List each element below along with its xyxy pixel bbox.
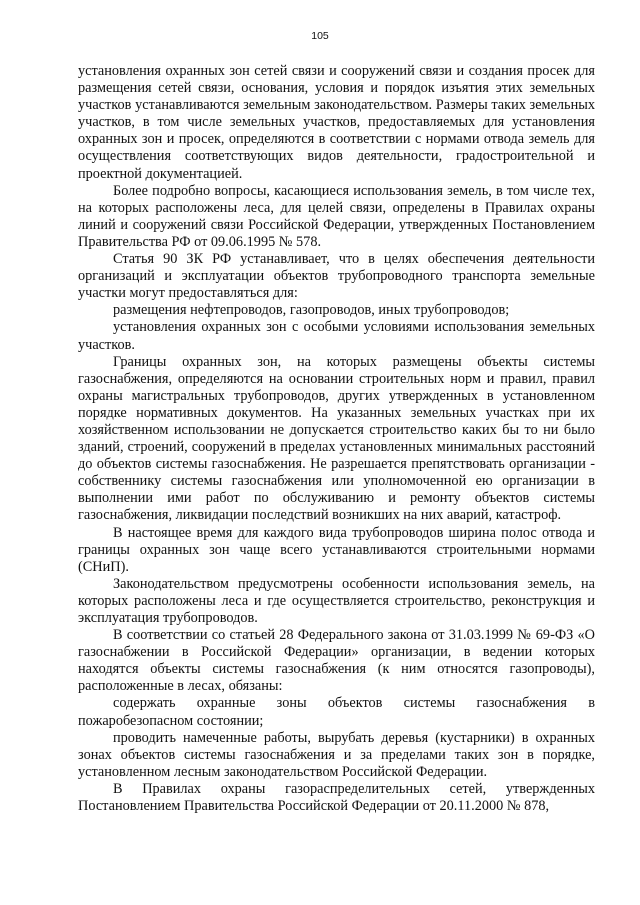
paragraph: Законодательством предусмотрены особенности использования земель, на которых расположены леса и где осуществляется строительство, реконструкция и эксплуатация трубопроводов. [78, 575, 595, 626]
paragraph: Границы охранных зон, на которых размещены объекты системы газоснабжения, определяются на основании строительных норм и правил, правил охраны магистральных трубопроводов, других утвержденных в установленном порядке нормативных документов. На указанных земельных участках при их хозяйственном использовании не допускается строительство каких бы то ни было зданий, строений, сооружений в пределах установленных минимальных расстояний до объектов системы газоснабжения. Не разрешается препятствовать организации - собственнику системы газоснабжения или уполномоченной ею организации в выполнении ими работ по обслуживанию и ремонту объектов системы газоснабжения, ликвидации последствий возникших на них аварий, катастроф. [78, 353, 595, 524]
paragraph: Статья 90 ЗК РФ устанавливает, что в целях обеспечения деятельности организаций и эксплуатации объектов трубопроводного транспорта земельные участки могут предоставляться для: [78, 251, 595, 302]
paragraph: установления охранных зон сетей связи и сооружений связи и создания просек для размещения сетей связи, основания, условия и порядок изъятия этих земельных участков устанавливаются земельным законодательством. Размеры таких земельных участков, в том числе земельных участков, предоставляемых для установления охранных зон и просек, определяются в соответствии с нормами отвода земель для осуществления соответствующих видов деятельности, градостроительной и проектной документацией. [78, 63, 595, 182]
paragraph: В настоящее время для каждого вида трубопроводов ширина полос отвода и границы охранных зон чаще всего устанавливаются строительными нормами (СНиП). [78, 524, 595, 575]
paragraph: содержать охранные зоны объектов системы газоснабжения в пожаробезопасном состоянии; [78, 695, 595, 729]
paragraph: В Правилах охраны газораспределительных сетей, утвержденных Постановлением Правительства Российской Федерации от 20.11.2000 № 878, [78, 780, 595, 815]
paragraph: проводить намеченные работы, вырубать деревья (кустарники) в охранных зонах объектов системы газоснабжения и за пределами таких зон в порядке, установленном лесным законодательством Российской Федерации. [78, 729, 595, 780]
page-number: 105 [311, 30, 329, 42]
document-body [78, 63, 595, 815]
paragraph: В соответствии со статьей 28 Федерального закона от 31.03.1999 № 69-ФЗ «О газоснабжении в Российской Федерации» организации, в ведении которых находятся объекты системы газоснабжения (к ним относятся газопроводы), расположенные в лесах, обязаны: [78, 627, 595, 695]
paragraph: размещения нефтепроводов, газопроводов, иных трубопроводов; [113, 302, 510, 319]
paragraph: Более подробно вопросы, касающиеся использования земель, в том числе тех, на которых расположены леса, для целей связи, определены в Правилах охраны линий и сооружений связи Российской Федерации, утвержденных Постановлением Правительства РФ от 09.06.1995 № 578. [78, 182, 595, 250]
paragraph: установления охранных зон с особыми условиями использования земельных участков. [78, 319, 595, 353]
